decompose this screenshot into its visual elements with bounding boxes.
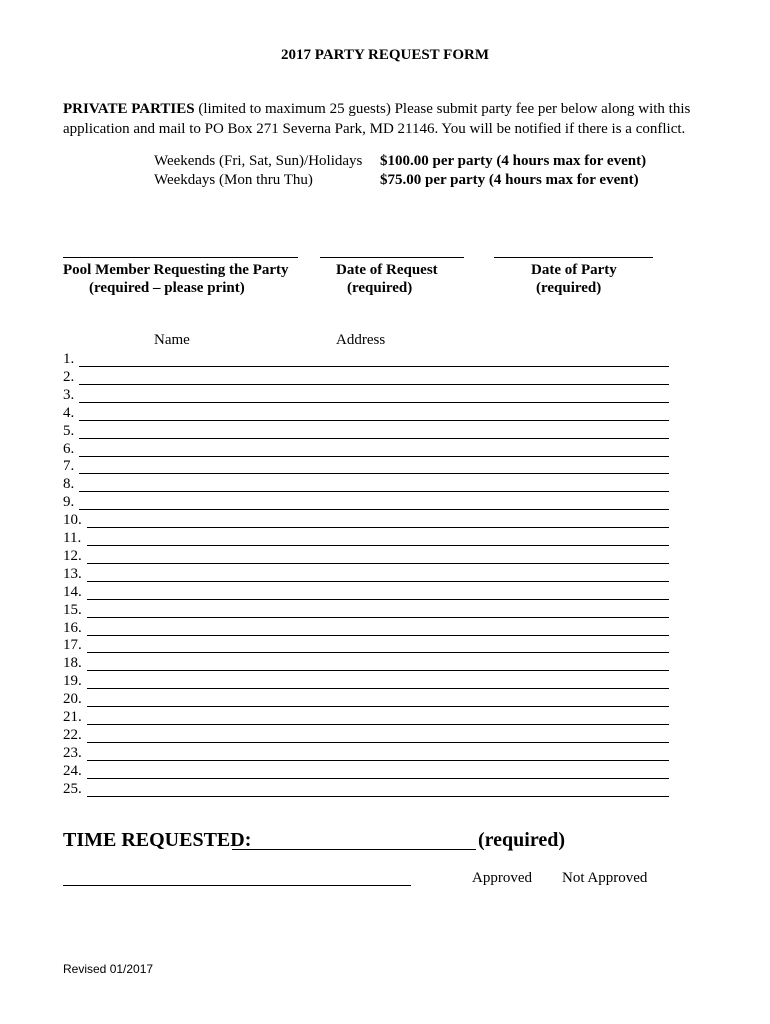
guest-row-number: 5. bbox=[63, 422, 75, 439]
guest-entry-line[interactable] bbox=[87, 796, 669, 797]
guest-row-number: 9. bbox=[63, 494, 75, 511]
guest-entry-line[interactable] bbox=[87, 688, 669, 689]
fee-price-weekdays-text: $75.00 per party (4 hours max for event) bbox=[380, 172, 639, 188]
guest-row-number: 24. bbox=[63, 762, 82, 779]
guest-row-number: 25. bbox=[63, 780, 82, 797]
guest-row bbox=[63, 762, 669, 780]
guest-row bbox=[63, 475, 669, 493]
approved-label: Approved bbox=[472, 870, 532, 886]
guest-row-number: 3. bbox=[63, 386, 75, 403]
guest-row bbox=[63, 726, 669, 744]
guest-entry-line[interactable] bbox=[79, 491, 669, 492]
guest-row-number: 21. bbox=[63, 709, 82, 725]
guest-row bbox=[63, 493, 669, 511]
guest-entry-line[interactable] bbox=[87, 706, 669, 707]
guest-entry-line[interactable] bbox=[87, 617, 669, 618]
guest-row bbox=[63, 386, 669, 404]
form-title: 2017 PARTY REQUEST FORM bbox=[281, 47, 489, 63]
private-parties-label: PRIVATE PARTIES bbox=[63, 101, 195, 117]
guest-row bbox=[63, 404, 669, 422]
not-approved-label: Not Approved bbox=[562, 870, 648, 886]
guest-entry-line[interactable] bbox=[87, 742, 669, 743]
guest-row-number: 15. bbox=[63, 601, 82, 618]
guest-row-number: 14. bbox=[63, 583, 82, 600]
party-date-label: Date of Party bbox=[531, 262, 617, 278]
request-date-label: Date of Request bbox=[336, 262, 438, 278]
guest-entry-line[interactable] bbox=[79, 509, 669, 510]
member-signature-line[interactable] bbox=[63, 257, 298, 258]
time-requested-label: TIME REQUESTED: bbox=[63, 829, 252, 851]
guest-row-number: 19. bbox=[63, 673, 82, 690]
guest-entry-line[interactable] bbox=[87, 581, 669, 582]
guest-entry-line[interactable] bbox=[79, 384, 669, 385]
guest-row-number: 1. bbox=[63, 351, 75, 367]
guest-row bbox=[63, 529, 669, 547]
revised-date: Revised 01/2017 bbox=[63, 962, 154, 976]
guest-row-number: 10. bbox=[63, 512, 82, 529]
party-date-note: (required) bbox=[536, 280, 602, 296]
guest-row bbox=[63, 440, 669, 458]
guest-row-number: 13. bbox=[63, 565, 82, 582]
guest-row bbox=[63, 601, 669, 619]
request-date-line[interactable] bbox=[320, 257, 464, 258]
guest-row bbox=[63, 457, 669, 475]
guest-row-number: 16. bbox=[63, 619, 82, 636]
guest-row bbox=[63, 422, 669, 440]
guest-entry-line[interactable] bbox=[87, 724, 669, 725]
party-date-line[interactable] bbox=[494, 257, 653, 258]
fee-label-weekends: Weekends (Fri, Sat, Sun)/Holidays bbox=[154, 153, 363, 169]
member-column-note: (required – please print) bbox=[89, 280, 245, 296]
guest-entry-line[interactable] bbox=[79, 420, 669, 421]
fee-price-weekends-text: $100.00 per party (4 hours max for event) bbox=[380, 153, 647, 169]
guest-row bbox=[63, 565, 669, 583]
guest-row-number: 2. bbox=[63, 368, 75, 385]
intro-text-line1: (limited to maximum 25 guests) Please submit party fee per below along with this bbox=[194, 101, 691, 117]
fee-price-weekends bbox=[380, 152, 646, 171]
fee-price-weekdays bbox=[380, 171, 639, 190]
guest-row-number: 11. bbox=[63, 530, 82, 546]
guest-entry-line[interactable] bbox=[79, 473, 669, 474]
guest-row-number: 12. bbox=[63, 547, 82, 564]
guest-row bbox=[63, 350, 669, 368]
guest-entry-line[interactable] bbox=[87, 652, 669, 653]
guest-entry-line[interactable] bbox=[79, 438, 669, 439]
guest-entry-line[interactable] bbox=[87, 563, 669, 564]
guest-entry-line[interactable] bbox=[87, 527, 669, 528]
guest-row bbox=[63, 744, 669, 762]
guest-row bbox=[63, 511, 669, 529]
guest-row bbox=[63, 672, 669, 690]
guest-row bbox=[63, 547, 669, 565]
guest-row bbox=[63, 619, 669, 637]
name-header: Name bbox=[154, 332, 190, 348]
guest-row bbox=[63, 368, 669, 386]
intro-paragraph bbox=[63, 99, 713, 139]
approval-signature-line[interactable] bbox=[63, 885, 411, 886]
guest-row-number: 18. bbox=[63, 655, 82, 672]
intro-text-line2: application and mail to PO Box 271 Severna Park, MD 21146. You will be notified if there is a conflict. bbox=[63, 121, 686, 137]
time-requested-note: (required) bbox=[478, 829, 566, 851]
guest-row-number: 22. bbox=[63, 726, 82, 743]
guest-row-number: 8. bbox=[63, 476, 75, 493]
guest-row-number: 4. bbox=[63, 404, 75, 421]
fee-label-weekdays: Weekdays (Mon thru Thu) bbox=[154, 172, 313, 188]
member-column-label: Pool Member Requesting the Party bbox=[63, 262, 289, 278]
guest-row bbox=[63, 583, 669, 601]
guest-row bbox=[63, 654, 669, 672]
guest-row-number: 6. bbox=[63, 440, 75, 457]
guest-entry-line[interactable] bbox=[87, 599, 669, 600]
guest-row bbox=[63, 780, 669, 798]
guest-entry-line[interactable] bbox=[87, 760, 669, 761]
guest-row bbox=[63, 690, 669, 708]
guest-row-number: 20. bbox=[63, 691, 82, 708]
guest-row bbox=[63, 708, 669, 726]
guest-entry-line[interactable] bbox=[79, 456, 669, 457]
guest-row-number: 17. bbox=[63, 637, 82, 654]
guest-row bbox=[63, 636, 669, 654]
guest-entry-line[interactable] bbox=[87, 778, 669, 779]
guest-entry-line[interactable] bbox=[87, 545, 669, 546]
guest-entry-line[interactable] bbox=[87, 670, 669, 671]
guest-row-number: 23. bbox=[63, 744, 82, 761]
guest-entry-line[interactable] bbox=[79, 402, 669, 403]
guest-row-number: 7. bbox=[63, 458, 75, 475]
guest-entry-line[interactable] bbox=[79, 366, 669, 367]
request-date-note: (required) bbox=[347, 280, 413, 296]
guest-entry-line[interactable] bbox=[87, 635, 669, 636]
address-header: Address bbox=[336, 332, 386, 348]
time-requested-line[interactable] bbox=[232, 849, 476, 850]
